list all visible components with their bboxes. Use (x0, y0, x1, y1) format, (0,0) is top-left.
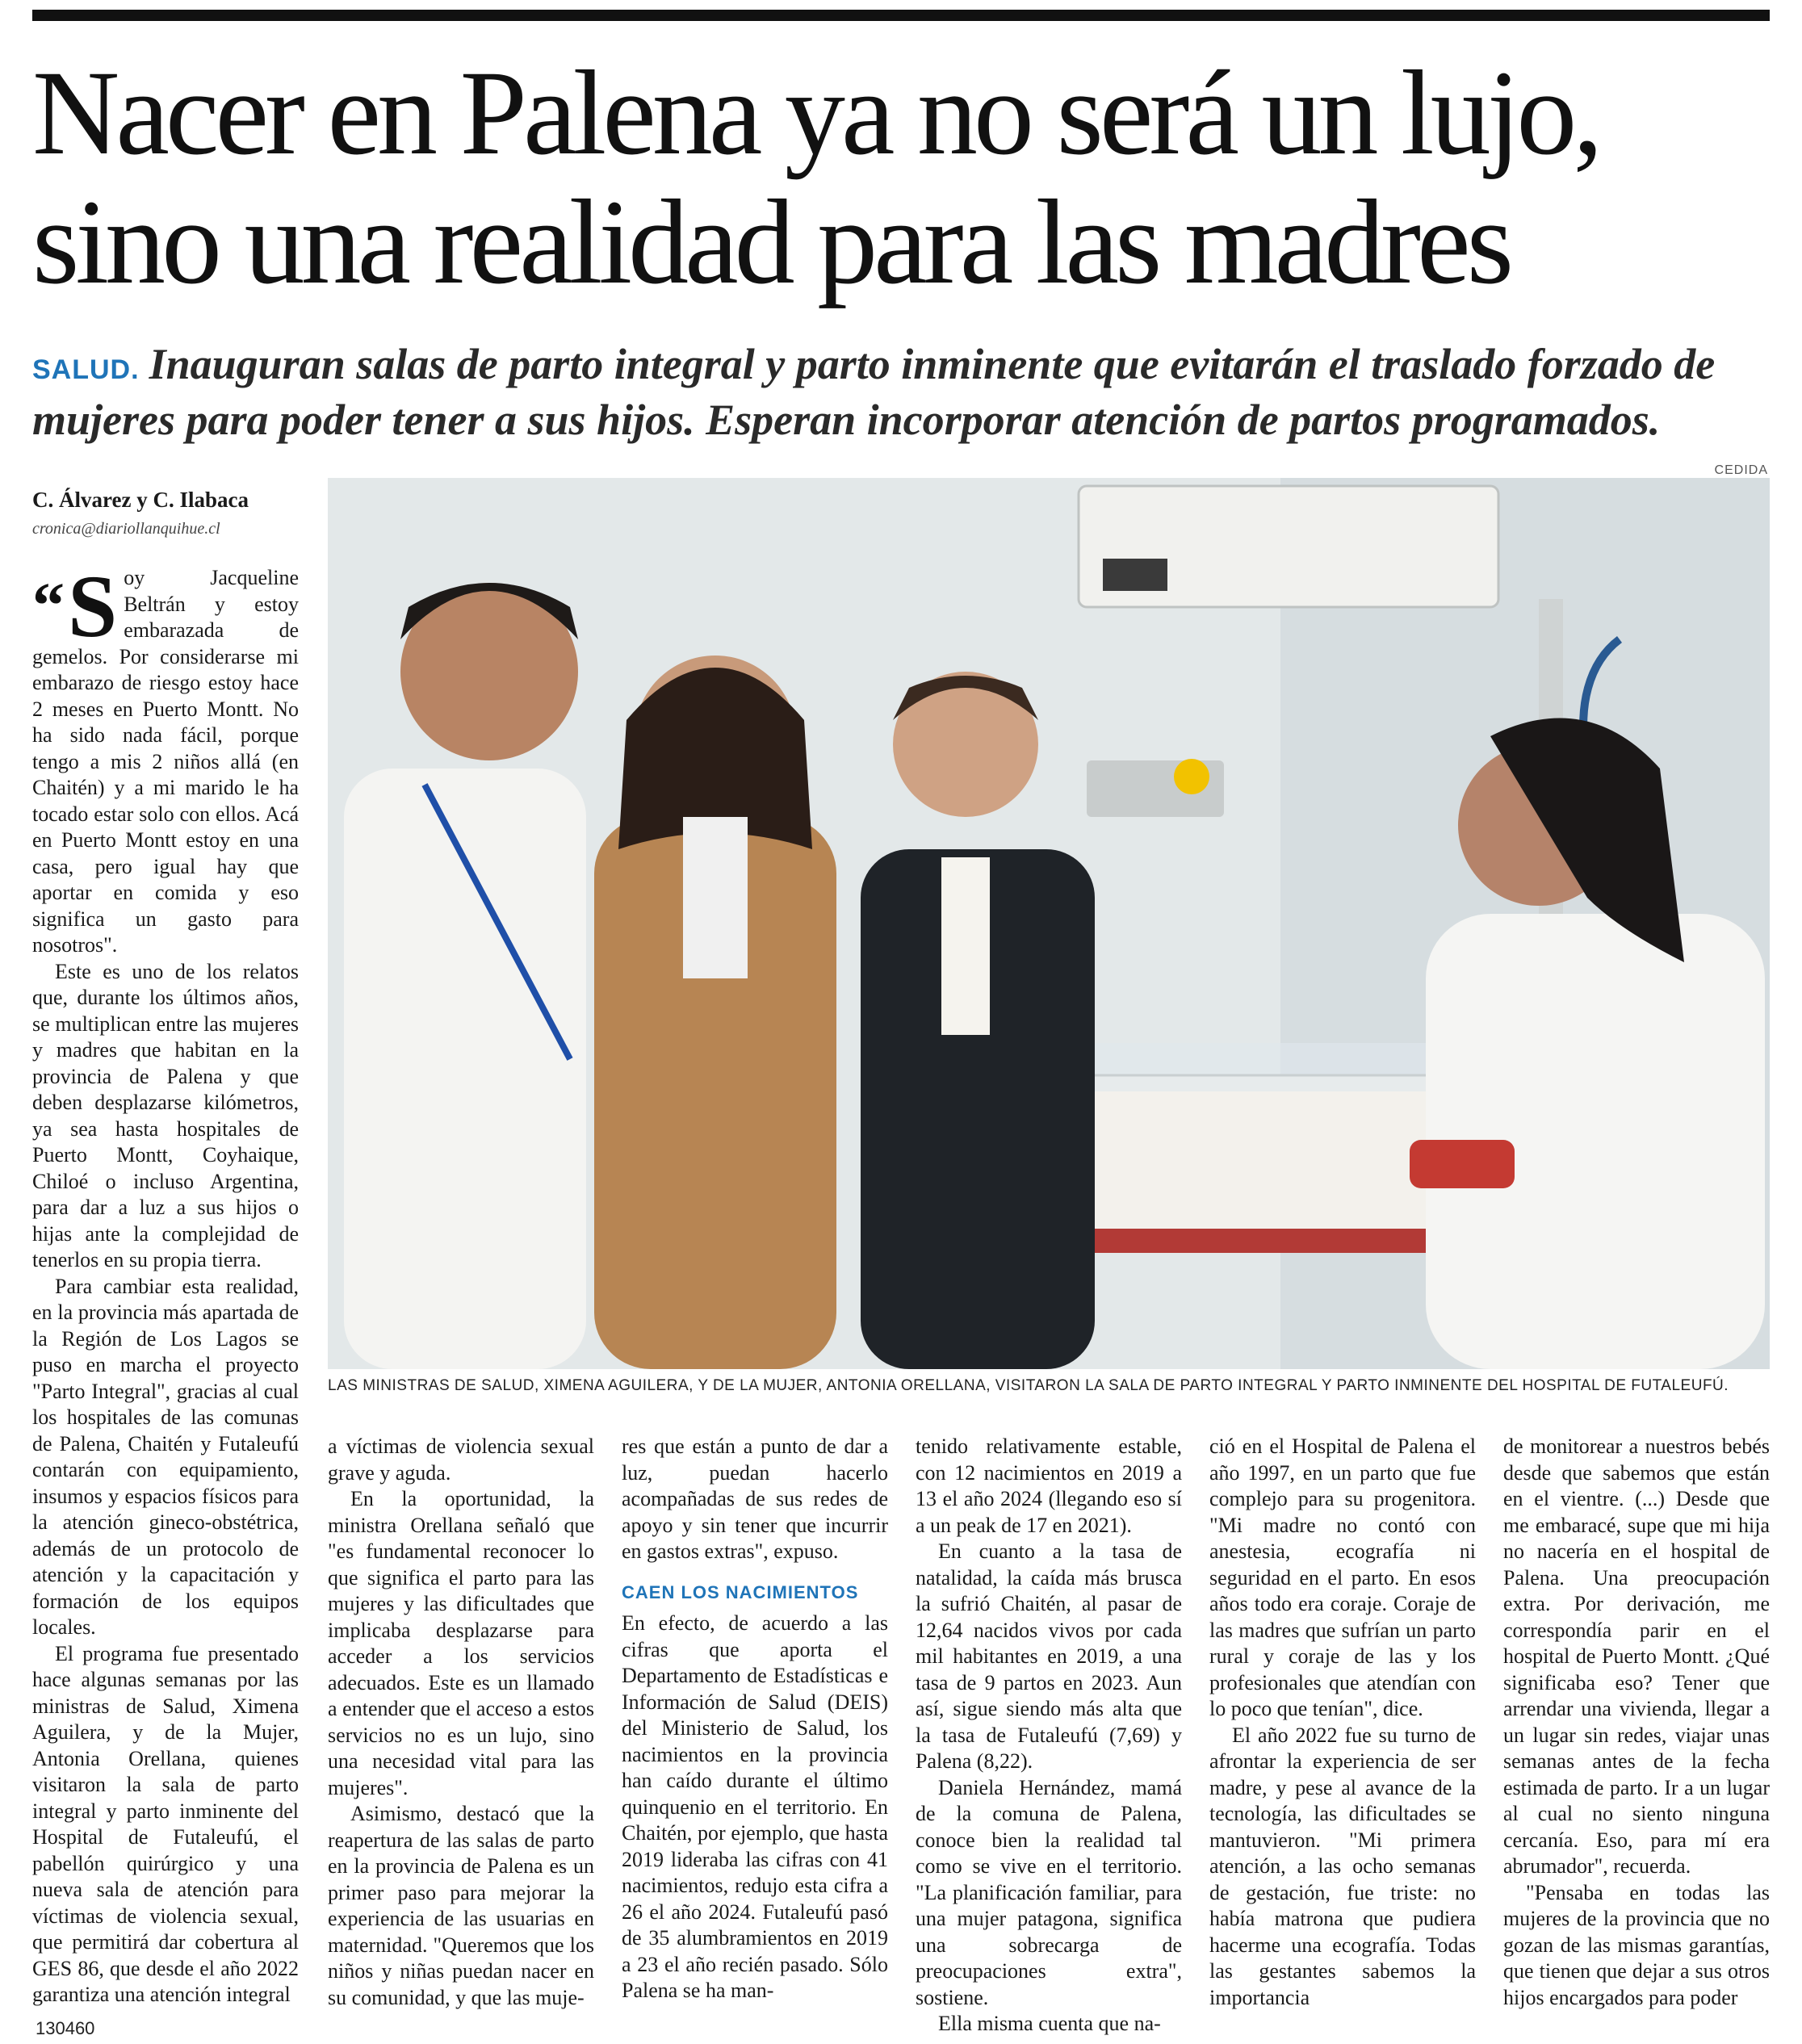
article-photo (328, 478, 1770, 1369)
headline-line-1: Nacer en Palena ya no será un lujo, (32, 46, 1599, 180)
photo-caption: LAS MINISTRAS DE SALUD, XIMENA AGUILERA, Y DE LA MUJER, ANTONIA ORELLANA, VISITARON LA SALA DE PARTO INTEGRAL Y PARTO INMINENTE DEL HOSPITAL DE FUTALEUFÚ. (328, 1377, 1729, 1394)
paragraph: Asimismo, destacó que la reapertura de las salas de parto en la provincia de Palena es un primer paso para mejorar la experiencia de las usuarias en maternidad. "Queremos que los niños y niñas puedan nacer en su comunidad, y que las muje- (328, 1802, 594, 2009)
paragraph: El año 2022 fue su turno de afrontar la experiencia de ser madre, y pese al avance de la tecnología, las dificultades se mantuvieron. "Mi primera atención, a las ocho semanas de gestación, fue triste: no había matrona que pudiera hacerme una ecografía. Todas las gestantes sabemos la importancia (1209, 1723, 1476, 2009)
paragraph: "Pensaba en todas las mujeres de la provincia que no gozan de las mismas garantías, que tienen que dejar a sus otros hijos encargados para poder (1503, 1880, 1770, 2009)
paragraph: En la oportunidad, la ministra Orellana señaló que "es fundamental reconocer lo que significa el parto para las mujeres y las dificultades que implicaba desplazarse para acceder a los servicios adecuados. Este es un llamado a entender que el acceso a estos servicios no es un lujo, sino una necesidad vital para las mujeres". (328, 1487, 594, 1799)
section-tag: SALUD. (32, 354, 140, 385)
paragraph: Daniela Hernández, mamá de la comuna de Palena, conoce bien la realidad tal como se vive en el territorio. "La planificación familiar, para una mujer patagona, significa una sobrecarga de preocupaciones extra", sostiene. (916, 1775, 1182, 2009)
article-column-1 (32, 557, 299, 2008)
paragraph: El programa fue presentado hace algunas semanas por las ministras de Salud, Ximena Aguilera, y de la Mujer, Antonia Orellana, quienes visitaron la sala de parto integral y parto inminente del Hospital de Futaleufú, el pabellón quirúrgico y una nueva sala de atención para víctimas de violencia sexual, que permitirá dar cobertura al GES 86, que desde el año 2022 garantiza una atención integral (32, 1641, 299, 2006)
paragraph: En efecto, de acuerdo a las cifras que aporta el Departamento de Estadísticas e Información de Salud (DEIS) del Ministerio de Salud, los nacimientos en la provincia han caído durante el último quinquenio en el territorio. En Chaitén, por ejemplo, que hasta 2019 lideraba las cifras con 41 nacimientos, redujo esta cifra a 26 el año 2024. Futaleufú pasó de 35 alumbramientos en 2019 a 23 el año recién pasado. Sólo Palena se ha man- (622, 1611, 888, 2002)
deck-text: Inauguran salas de parto integral y parto inminente que evitarán el traslado forzado de mujeres para poder tener a sus hijos. Esperan incorporar atención de partos programados. (32, 340, 1716, 444)
top-rule (32, 10, 1770, 21)
paragraph: res que están a punto de dar a luz, puedan hacerlo acompañadas de sus redes de apoyo y sin tener que incurrir en gastos extras", expuso. (622, 1435, 888, 1563)
article-column-5 (1209, 1434, 1476, 2011)
opening-paragraph: “S oy Jacqueline Beltrán y estoy embarazada de gemelos. Por considerarse mi embarazo de riesgo estoy hace 2 meses en Puerto Montt. No ha sido nada fácil, porque tengo a mis 2 niños allá (en Chaitén) y a mi marido le ha tocado estar solo con ellos. Acá en Puerto Montt estoy en una casa, pero igual hay que aportar en comida y eso significa un gasto para nosotros". (32, 557, 299, 957)
paragraph: En cuanto a la tasa de natalidad, la caída más brusca la sufrió Chaitén, al pasar de 12,64 nacidos vivos por cada mil habitantes en 2019, a una tasa de 9 partos en 2023. Aun así, sigue siendo más alta que la tasa de Futaleufú (7,69) y Palena (8,22). (916, 1539, 1182, 1773)
headline (32, 48, 1776, 307)
article-column-6 (1503, 1434, 1770, 2011)
photo-credit: CEDIDA (1714, 463, 1768, 477)
byline (32, 486, 307, 538)
paragraph: a víctimas de violencia sexual grave y aguda. (328, 1435, 594, 1485)
paragraph: Este es uno de los relatos que, durante los últimos años, se multiplican entre las mujeres y madres que habitan en la provincia de Palena y que deben desplazarse kilómetros, ya sea hasta hospitales de Puerto Montt, Coyhaique, Chiloé o incluso Argentina, para dar a luz a sus hijos o hijas ante la complejidad de tenerlos en su propia tierra. (32, 959, 299, 1271)
paragraph: Ella misma cuenta que na- (938, 2012, 1161, 2035)
paragraph: Para cambiar esta realidad, en la provincia más apartada de la Región de Los Lagos se puso en marcha el proyecto "Parto Integral", gracias al cual los hospitales de las comunas de Palena, Chaitén y Futaleufú contarán con equipamiento, insumos y espacios físicos para la atención gineco-obstétrica, además de un protocolo de atención y la capacitación y formación de los equipos locales. (32, 1274, 299, 1639)
deck (32, 339, 1776, 445)
drop-cap: “S (32, 557, 118, 656)
page-number: 130460 (36, 2018, 95, 2038)
article-column-2 (328, 1434, 594, 2011)
photo-scene (328, 478, 1770, 1369)
article-column-3 (622, 1434, 888, 2004)
article-column-4 (916, 1434, 1182, 2038)
paragraph: tenido relativamente estable, con 12 nacimientos en 2019 a 13 el año 2024 (llegando eso sí a un peak de 17 en 2021). (916, 1435, 1182, 1537)
byline-authors: C. Álvarez y C. Ilabaca (32, 488, 249, 512)
paragraph: de monitorear a nuestros bebés desde que sabemos que están en el vientre. (...) Desde que me embaracé, supe que mi hija no nacería en el hospital de Palena. Una preocupación extra. Por derivación, me correspondía parir en el hospital de Puerto Montt. ¿Qué significaba eso? Tener que arrendar una vivienda, llegar a un lugar sin redes, viajar unas semanas antes de la fecha estimada de parto. Ir a un lugar al cual no siento ninguna cercanía. Eso, para mí era abrumador", recuerda. (1503, 1435, 1770, 1878)
headline-line-2: sino una realidad para las madres (32, 175, 1511, 309)
paragraph: ció en el Hospital de Palena el año 1997, en un parto que fue complejo para su progenitora. "Mi madre no contó con anestesia, ecografía ni seguridad en el parto. En esos años todo era coraje. Coraje de las madres que sufrían un parto rural y coraje de las y los profesionales que atendían con lo poco que tenían", dice. (1209, 1435, 1476, 1720)
subhead: CAEN LOS NACIMIENTOS (622, 1581, 859, 1602)
byline-email[interactable]: cronica@diariollanquihue.cl (32, 520, 220, 538)
